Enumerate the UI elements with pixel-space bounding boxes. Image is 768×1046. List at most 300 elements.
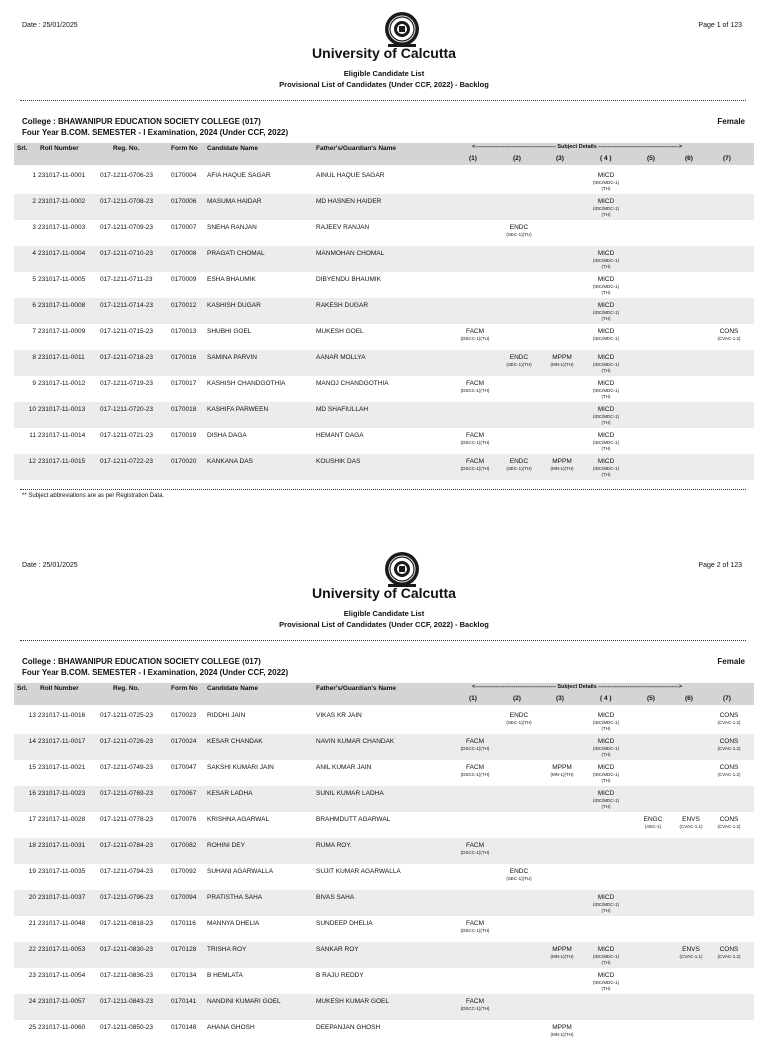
- column-header-form: Form No: [171, 145, 198, 152]
- subject-kind: (CVAC-1.2): [717, 746, 741, 751]
- subject-entry: [576, 894, 636, 914]
- serial-number: 20: [28, 894, 36, 901]
- candidate-name: AFIA HAQUE SAGAR: [207, 172, 271, 179]
- roll-number: 231017-11-0048: [38, 920, 86, 927]
- subject-entry: [445, 380, 505, 394]
- subject-kind: (CVAC-1.1): [679, 824, 703, 829]
- roll-number: 231017-11-0002: [38, 198, 86, 205]
- guardian-name: NAVIN KUMAR CHANDAK: [316, 738, 395, 745]
- table-row: [14, 350, 754, 376]
- column-header-subject-details: <-------------------------------------------- Subject Details -------------------------------------------->: [472, 144, 683, 150]
- table-row: [14, 916, 754, 942]
- roll-number: 231017-11-0054: [38, 972, 86, 979]
- subject-kind: (DSCC-1)(TH): [460, 440, 490, 445]
- roll-number: 231017-11-0015: [38, 458, 86, 465]
- candidate-name: SAKSHI KUMARI JAIN: [207, 764, 274, 771]
- candidate-name: KASHISH CHANDGOTHIA: [207, 380, 286, 387]
- subject-code: CONS: [719, 946, 739, 953]
- table-row: [14, 994, 754, 1020]
- subject-kind: (CVAC-1.2): [717, 772, 741, 777]
- page-number: Page 1 of 123: [698, 22, 742, 29]
- subject-kind: (DSCC-1)(TH): [460, 466, 490, 471]
- column-header-srl: Srl.: [17, 145, 28, 152]
- column-header-guardian: Father's/Guardian's Name: [316, 145, 397, 152]
- roll-number: 231017-11-0017: [38, 738, 86, 745]
- table-row: [14, 272, 754, 298]
- subject-kind: (MN-1)(TH): [550, 466, 574, 471]
- serial-number: 25: [28, 1024, 36, 1031]
- form-number: 0170013: [171, 328, 197, 335]
- subject-kind: (IDC/MDC-1): [592, 980, 620, 985]
- subject-code: MICD: [597, 764, 615, 771]
- column-header-form: Form No: [171, 685, 198, 692]
- roll-number: 231017-11-0028: [38, 816, 86, 823]
- form-number: 0170047: [171, 764, 197, 771]
- subject-entry: [576, 380, 636, 400]
- table-row: [14, 428, 754, 454]
- subject-code: ENVS: [682, 816, 700, 823]
- candidate-name: KANKANA DAS: [207, 458, 253, 465]
- guardian-name: MD HASNEN HAIDER: [316, 198, 382, 205]
- serial-number: 13: [28, 712, 36, 719]
- table-row: [14, 454, 754, 480]
- form-number: 0170092: [171, 868, 197, 875]
- college-name: College : BHAWANIPUR EDUCATION SOCIETY COLLEGE (017): [22, 117, 261, 126]
- guardian-name: DIBYENDU BHAUMIK: [316, 276, 382, 283]
- subject-entry: [489, 868, 549, 882]
- table-row: [14, 708, 754, 734]
- subject-kind: (IDC/MDC-1): [592, 720, 620, 725]
- guardian-name: MUKESH KUMAR GOEL: [316, 998, 389, 1005]
- subject-entry: [576, 946, 636, 966]
- subject-kind: (IDC/MDC-1): [592, 180, 620, 185]
- column-header-subject-7: (7): [723, 695, 731, 702]
- column-header-subject-5: (5): [647, 155, 655, 162]
- candidate-name: SAMINA PARVIN: [207, 354, 257, 361]
- registration-number: 017-1211-0718-23: [100, 354, 154, 361]
- candidate-name: KASHIFA PARWEEN: [207, 406, 269, 413]
- subject-entry: [576, 712, 636, 732]
- subject-code: FACM: [465, 458, 485, 465]
- roll-number: 231017-11-0057: [38, 998, 86, 1005]
- form-number: 0170020: [171, 458, 197, 465]
- subject-kind: (TH): [601, 472, 611, 477]
- candidate-name: TRISHA ROY: [207, 946, 247, 953]
- form-number: 0170007: [171, 224, 197, 231]
- form-number: 0170067: [171, 790, 197, 797]
- serial-number: 24: [28, 998, 36, 1005]
- list-title: Eligible Candidate List: [343, 609, 425, 618]
- subject-kind: (TH): [601, 420, 611, 425]
- roll-number: 231017-11-0035: [38, 868, 86, 875]
- subject-code: FACM: [465, 764, 485, 771]
- table-row: [14, 734, 754, 760]
- university-seal-icon: [382, 11, 422, 47]
- subject-code: MPPM: [552, 946, 572, 953]
- form-number: 0170016: [171, 354, 197, 361]
- registration-number: 017-1211-0749-23: [100, 764, 154, 771]
- subject-entry: [576, 302, 636, 322]
- subject-kind: (DSCC-1)(TH): [460, 850, 490, 855]
- column-header-roll: Roll Number: [40, 145, 79, 152]
- roll-number: 231017-11-0009: [38, 328, 86, 335]
- roll-number: 231017-11-0011: [38, 354, 85, 361]
- subject-entry: [445, 764, 505, 778]
- subject-kind: (IDC/MDC-1): [592, 206, 620, 211]
- registration-number: 017-1211-0720-23: [100, 406, 154, 413]
- table-row: [14, 968, 754, 994]
- form-number: 0170094: [171, 894, 197, 901]
- guardian-name: MANMOHAN CHOMAL: [316, 250, 385, 257]
- candidate-name: RIDDHI JAIN: [207, 712, 246, 719]
- column-header-subject-6: (6): [685, 695, 693, 702]
- guardian-name: BIVAS SAHA: [316, 894, 355, 901]
- guardian-name: SUJIT KUMAR AGARWALLA: [316, 868, 401, 875]
- subject-kind: (MN-1)(TH): [550, 1032, 574, 1037]
- subject-code: ENDC: [509, 458, 529, 465]
- table-row: [14, 324, 754, 350]
- subject-kind: (IDC/MDC-1): [592, 258, 620, 263]
- list-title: Eligible Candidate List: [343, 69, 425, 78]
- subject-entry: [576, 276, 636, 296]
- candidate-name: KRISHNA AGARWAL: [207, 816, 270, 823]
- page-number: Page 2 of 123: [698, 562, 742, 569]
- form-number: 0170134: [171, 972, 197, 979]
- table-row: [14, 298, 754, 324]
- subject-entry: [576, 458, 636, 478]
- registration-number: 017-1211-0769-23: [100, 790, 154, 797]
- column-header-subject-6: (6): [685, 155, 693, 162]
- subject-code: MICD: [597, 790, 615, 797]
- subject-kind: (TH): [601, 960, 611, 965]
- column-header-subject-4: ( 4 ): [600, 695, 612, 702]
- exam-name: Four Year B.COM. SEMESTER - I Examination, 2024 (Under CCF, 2022): [22, 128, 289, 137]
- subject-kind: (TH): [601, 804, 611, 809]
- candidate-name: KASHISH DUGAR: [207, 302, 261, 309]
- subject-code: CONS: [719, 764, 739, 771]
- subject-entry: [576, 790, 636, 810]
- serial-number: 7: [32, 328, 36, 335]
- subject-code: CONS: [719, 816, 739, 823]
- candidate-name: PRATISTHA SAHA: [207, 894, 263, 901]
- subject-kind: (TH): [601, 290, 611, 295]
- serial-number: 11: [29, 432, 36, 439]
- guardian-name: AANAR MOLLYA: [316, 354, 366, 361]
- candidate-name: SUHANI AGARWALLA: [207, 868, 274, 875]
- university-title: University of Calcutta: [312, 45, 456, 61]
- subject-kind: (CVAC-1.2): [717, 720, 741, 725]
- subject-kind: (SEC-1)(TU): [506, 876, 532, 881]
- column-header-subject-details: <-------------------------------------------- Subject Details -------------------------------------------->: [472, 684, 683, 690]
- subject-kind: (DSCC-1)(TH): [460, 1006, 490, 1011]
- subject-code: FACM: [465, 920, 485, 927]
- subject-kind: (TH): [601, 368, 611, 373]
- subject-entry: [699, 328, 759, 342]
- guardian-name: SANKAR ROY: [316, 946, 359, 953]
- serial-number: 19: [28, 868, 36, 875]
- table-row: [14, 168, 754, 194]
- form-number: 0170023: [171, 712, 197, 719]
- subject-code: FACM: [465, 380, 485, 387]
- serial-number: 12: [28, 458, 36, 465]
- subject-kind: (DSCC-1)(TH): [460, 388, 490, 393]
- footnote: ** Subject abbreviations are as per Registration Data.: [22, 493, 165, 499]
- column-header-subject-2: (2): [513, 695, 521, 702]
- subject-entry: [576, 764, 636, 784]
- roll-number: 231017-11-0001: [38, 172, 86, 179]
- column-header-reg: Reg. No.: [113, 685, 140, 692]
- subject-code: MICD: [597, 738, 615, 745]
- registration-number: 017-1211-0818-23: [100, 920, 154, 927]
- subject-code: MICD: [597, 198, 615, 205]
- subject-entry: [445, 920, 505, 934]
- roll-number: 231017-11-0008: [38, 302, 86, 309]
- roll-number: 231017-11-0014: [38, 432, 86, 439]
- subject-code: CONS: [719, 328, 739, 335]
- subject-entry: [576, 328, 636, 342]
- guardian-name: RUMA ROY.: [316, 842, 352, 849]
- registration-number: 017-1211-0714-23: [100, 302, 154, 309]
- candidate-name: ESHA BHAUMIK: [207, 276, 256, 283]
- table-row: [14, 864, 754, 890]
- subject-entry: [699, 946, 759, 960]
- registration-number: 017-1211-0850-23: [100, 1024, 154, 1031]
- table-row: [14, 194, 754, 220]
- subject-code: MICD: [597, 354, 615, 361]
- table-header: [14, 143, 754, 165]
- roll-number: 231017-11-0003: [38, 224, 86, 231]
- subject-kind: (TH): [601, 212, 611, 217]
- dotted-divider: [20, 489, 746, 490]
- subject-kind: (IDC/MDC-1): [592, 746, 620, 751]
- subject-kind: (SEC-1)(TU): [506, 232, 532, 237]
- registration-number: 017-1211-0706-23: [100, 172, 154, 179]
- subject-entry: [576, 250, 636, 270]
- form-number: 0170076: [171, 816, 197, 823]
- column-header-subject-2: (2): [513, 155, 521, 162]
- column-header-subject-7: (7): [723, 155, 731, 162]
- column-header-subject-3: (3): [556, 695, 564, 702]
- serial-number: 21: [28, 920, 36, 927]
- subject-entry: [445, 738, 505, 752]
- form-number: 0170009: [171, 276, 197, 283]
- table-header: [14, 683, 754, 705]
- subject-kind: (MN-1)(TH): [550, 772, 574, 777]
- registration-number: 017-1211-0715-23: [100, 328, 154, 335]
- registration-number: 017-1211-0722-23: [100, 458, 154, 465]
- subject-code: ENDC: [509, 354, 529, 361]
- subject-kind: (TH): [601, 394, 611, 399]
- form-number: 0170017: [171, 380, 197, 387]
- subject-code: MICD: [597, 302, 615, 309]
- subject-code: MICD: [597, 250, 615, 257]
- registration-number: 017-1211-0794-23: [100, 868, 154, 875]
- serial-number: 18: [28, 842, 36, 849]
- subject-kind: (IDC/MDC-1): [592, 414, 620, 419]
- subject-kind: (TH): [601, 446, 611, 451]
- subject-entry: [445, 842, 505, 856]
- serial-number: 1: [32, 172, 36, 179]
- subject-kind: (CVAC-1.2): [717, 954, 741, 959]
- subject-kind: (CVAC-1.1): [679, 954, 703, 959]
- serial-number: 6: [32, 302, 36, 309]
- column-header-srl: Srl.: [17, 685, 28, 692]
- serial-number: 14: [28, 738, 36, 745]
- subject-entry: [489, 712, 549, 726]
- subject-code: FACM: [465, 998, 485, 1005]
- registration-number: 017-1211-0836-23: [100, 972, 154, 979]
- subject-kind: (DSCC-1)(TH): [460, 928, 490, 933]
- candidate-name: AHANA GHOSH: [207, 1024, 255, 1031]
- column-header-roll: Roll Number: [40, 685, 79, 692]
- subject-entry: [489, 224, 549, 238]
- subject-kind: (IDC/MDC-1): [592, 954, 620, 959]
- column-header-subject-5: (5): [647, 695, 655, 702]
- guardian-name: MUKESH GOEL: [316, 328, 364, 335]
- subject-entry: [445, 432, 505, 446]
- subject-entry: [576, 198, 636, 218]
- subject-code: ENGC: [643, 816, 663, 823]
- subject-entry: [699, 764, 759, 778]
- guardian-name: ANIL KUMAR JAIN: [316, 764, 372, 771]
- print-date: Date : 25/01/2025: [22, 562, 78, 569]
- guardian-name: AINUL HAQUE SAGAR: [316, 172, 385, 179]
- subject-code: MICD: [597, 894, 615, 901]
- serial-number: 2: [32, 198, 36, 205]
- form-number: 0170141: [171, 998, 197, 1005]
- registration-number: 017-1211-0719-23: [100, 380, 154, 387]
- subject-entry: [576, 432, 636, 452]
- registration-number: 017-1211-0843-23: [100, 998, 154, 1005]
- subject-code: FACM: [465, 432, 485, 439]
- subject-kind: (SEC-1)(TH): [506, 466, 532, 471]
- registration-number: 017-1211-0725-23: [100, 712, 154, 719]
- university-title: University of Calcutta: [312, 585, 456, 601]
- table-row: [14, 812, 754, 838]
- college-name: College : BHAWANIPUR EDUCATION SOCIETY COLLEGE (017): [22, 657, 261, 666]
- serial-number: 15: [28, 764, 36, 771]
- candidate-name: ROHINI DEY: [207, 842, 245, 849]
- subject-kind: (IDC/MDC-1): [592, 362, 620, 367]
- guardian-name: RAKESH DUGAR: [316, 302, 369, 309]
- serial-number: 9: [32, 380, 36, 387]
- roll-number: 231017-11-0060: [38, 1024, 86, 1031]
- table-row: [14, 1020, 754, 1046]
- subject-kind: (IDC/MDC-1): [592, 902, 620, 907]
- registration-number: 017-1211-0721-23: [100, 432, 154, 439]
- print-date: Date : 25/01/2025: [22, 22, 78, 29]
- subject-kind: (MN-1)(TH): [550, 954, 574, 959]
- subject-kind: (TH): [601, 778, 611, 783]
- serial-number: 23: [28, 972, 36, 979]
- subject-entry: [576, 738, 636, 758]
- registration-number: 017-1211-0708-23: [100, 198, 154, 205]
- gender-label: Female: [717, 117, 745, 126]
- serial-number: 22: [28, 946, 36, 953]
- subject-entry: [576, 406, 636, 426]
- subject-kind: (AEC-1): [644, 824, 662, 829]
- registration-number: 017-1211-0778-23: [100, 816, 154, 823]
- subject-kind: (DSCC-1)(TH): [460, 772, 490, 777]
- registration-number: 017-1211-0711-23: [100, 276, 153, 283]
- candidate-name: SNEHA RANJAN: [207, 224, 257, 231]
- table-row: [14, 942, 754, 968]
- candidate-name: KESAR CHANDAK: [207, 738, 263, 745]
- subject-code: MICD: [597, 712, 615, 719]
- subject-entry: [445, 998, 505, 1012]
- subject-kind: (IDC/MDC-1): [592, 440, 620, 445]
- subject-code: CONS: [719, 712, 739, 719]
- form-number: 0170148: [171, 1024, 197, 1031]
- subject-entry: [532, 1024, 592, 1038]
- table-row: [14, 838, 754, 864]
- table-row: [14, 246, 754, 272]
- guardian-name: HEMANT DAGA: [316, 432, 364, 439]
- subject-entry: [445, 328, 505, 342]
- subject-code: MICD: [597, 406, 615, 413]
- form-number: 0170024: [171, 738, 197, 745]
- guardian-name: B RAJU REDDY: [316, 972, 364, 979]
- registration-number: 017-1211-0796-23: [100, 894, 154, 901]
- candidate-name: SHUBHI GOEL: [207, 328, 252, 335]
- serial-number: 16: [28, 790, 36, 797]
- guardian-name: KOUSHIK DAS: [316, 458, 361, 465]
- subject-kind: (IDC/MDC-1): [592, 466, 620, 471]
- registration-number: 017-1211-0784-23: [100, 842, 154, 849]
- column-header-subject-3: (3): [556, 155, 564, 162]
- registration-number: 017-1211-0710-23: [100, 250, 154, 257]
- subject-kind: (CVAC-1.2): [717, 336, 741, 341]
- registration-number: 017-1211-0726-23: [100, 738, 154, 745]
- candidate-name: KESAR LADHA: [207, 790, 253, 797]
- subject-entry: [576, 354, 636, 374]
- subject-kind: (TH): [601, 908, 611, 913]
- subject-kind: (TH): [601, 316, 611, 321]
- guardian-name: SUNIL KUMAR LADHA: [316, 790, 384, 797]
- subject-code: MICD: [597, 946, 615, 953]
- university-seal-icon: [382, 551, 422, 587]
- subject-kind: (SEC-1)(TH): [506, 362, 532, 367]
- column-header-subject-4: ( 4 ): [600, 155, 612, 162]
- form-number: 0170006: [171, 198, 197, 205]
- subject-entry: [576, 972, 636, 992]
- guardian-name: BRAHMDUTT AGARWAL: [316, 816, 391, 823]
- subject-kind: (DSCC-1)(TU): [460, 336, 490, 341]
- list-subtitle: Provisional List of Candidates (Under CCF, 2022) - Backlog: [279, 80, 489, 89]
- subject-code: MICD: [597, 432, 615, 439]
- subject-code: MPPM: [552, 1024, 572, 1031]
- document-page-2: [0, 540, 768, 1037]
- candidate-name: MANNYA DHELIA: [207, 920, 260, 927]
- serial-number: 4: [32, 250, 36, 257]
- form-number: 0170018: [171, 406, 197, 413]
- registration-number: 017-1211-0830-23: [100, 946, 154, 953]
- roll-number: 231017-11-0012: [38, 380, 86, 387]
- subject-code: MPPM: [552, 458, 572, 465]
- roll-number: 231017-11-0031: [38, 842, 86, 849]
- subject-kind: (SEC-1)(TH): [506, 720, 532, 725]
- subject-kind: (MN-1)(TH): [550, 362, 574, 367]
- serial-number: 17: [28, 816, 36, 823]
- form-number: 0170019: [171, 432, 197, 439]
- form-number: 0170116: [171, 920, 196, 927]
- form-number: 0170128: [171, 946, 197, 953]
- candidate-name: NANDINI KUMARI GOEL: [207, 998, 281, 1005]
- subject-code: MICD: [597, 328, 615, 335]
- guardian-name: RAJEEV RANJAN: [316, 224, 370, 231]
- dotted-divider: [20, 640, 746, 641]
- subject-kind: (IDC/MDC-1): [592, 772, 620, 777]
